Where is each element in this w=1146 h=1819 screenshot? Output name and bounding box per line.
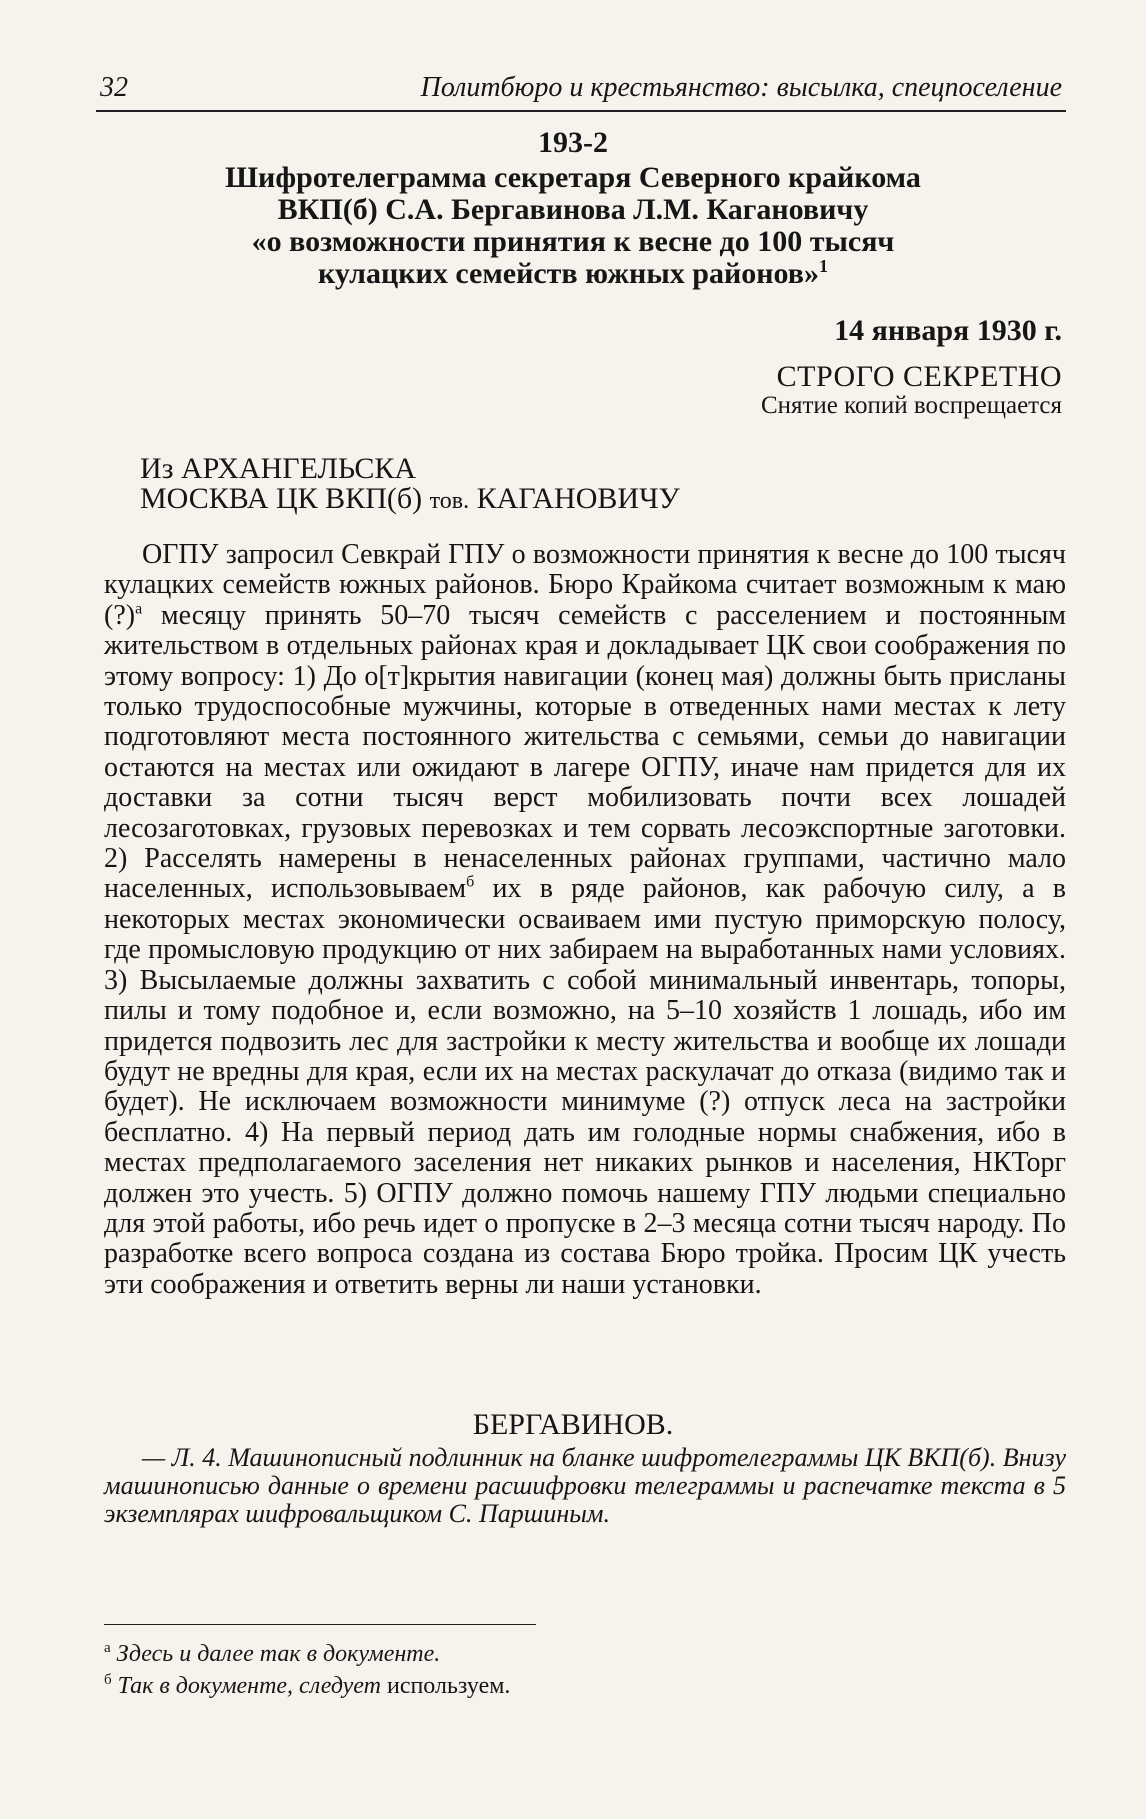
footnote-a bbox=[104, 1640, 440, 1668]
title-line: Шифротелеграмма секретаря Северного крайкома bbox=[225, 161, 921, 194]
footnote-mark: а bbox=[104, 1640, 111, 1656]
document-title bbox=[130, 162, 1016, 290]
title-line bbox=[130, 258, 1016, 290]
footnote-divider bbox=[104, 1624, 536, 1625]
recipient-org: МОСКВА ЦК ВКП(б) bbox=[140, 482, 423, 515]
footnote-b bbox=[104, 1672, 510, 1700]
title-line: ВКП(б) С.А. Бергавинова Л.М. Кагановичу bbox=[277, 193, 869, 226]
footnote-ref-b: б bbox=[466, 874, 475, 892]
recipient-line bbox=[140, 482, 680, 516]
body-part-2: месяцу принять 50–70 тысяч семейств с расселением и постоянным жительством в отдельных районах края и докладывает ЦК свои соображения по этому вопросу: 1) До о[т]крытия навигации (конец мая) должны быть присланы только трудоспособные мужчины, которые в отведенных нами местах к лету подготовляют места постоянного жительства с семьями, семьи до навигации остаются на местах или ожидают в лагере ОГПУ, иначе нам придется для их доставки за сотни тысяч верст мобилизовать почти всех лошадей лесозаготовках, грузовых перевозках и тем сорвать лесоэкспортные заготовки. 2) Расселять намерены в ненаселенных районах группами, частично мало населенных, использовываем bbox=[104, 599, 1066, 905]
footnote-text-roman: используем. bbox=[386, 1673, 511, 1699]
footnote-text: Здесь и далее так в документе. bbox=[116, 1641, 441, 1667]
footnote-mark: б bbox=[104, 1672, 112, 1688]
title-line: «о возможности принятия к весне до 100 тысяч bbox=[251, 225, 895, 258]
document-date: 14 января 1930 г. bbox=[834, 314, 1062, 347]
body-part-3: их в ряде районов, как рабочую силу, а в некоторых местах экономически осваиваем ими пустую приморскую полосу, где промысловую продукцию от них забираем на выработанных нами условиях. 3) Высылаемые должны захватить с собой минимальный инвентарь, топоры, пилы и тому подобное и, если возможно, на 5–10 хозяйств 1 лошадь, ибо им придется подвозить лес для застройки к месту жительства и вообще их лошади будут не вредны для края, если их на местах раскулачат до отказа (видимо так и будет). Не исключаем возможности минимуме (?) отпуск леса на застройки бесплатно. 4) На первый период дать им голодные нормы снабжения, ибо в местах предполагаемого заселения нет никаких рынков и населения, НКТорг должен это учесть. 5) ОГПУ должно помочь нашему ГПУ людьми специально для этой работы, ибо речь идет о пропуске в 2–3 месяца сотни тысяч народу. По разработке всего вопроса создана из состава Бюро тройка. Просим ЦК учесть эти соображения и ответить верны ли наши установки. bbox=[104, 873, 1067, 1300]
running-title: Политбюро и крестьянство: высылка, спецпоселение bbox=[420, 72, 1062, 103]
document-number: 193-2 bbox=[538, 126, 608, 159]
footnote-text-italic: Так в документе, следует bbox=[117, 1673, 381, 1699]
page-number: 32 bbox=[100, 72, 128, 103]
running-header bbox=[96, 72, 1066, 112]
footnote-ref-a: а bbox=[135, 600, 143, 618]
sender-line: Из АРХАНГЕЛЬСКА bbox=[140, 452, 417, 485]
title-footnote-mark: 1 bbox=[818, 256, 828, 276]
body-part-1: ОГПУ запросил Севкрай ГПУ о возможности принятия к весне до 100 тысяч кулацких семейств южных районов. Бюро Крайкома считает возможным к маю (?) bbox=[104, 539, 1066, 631]
copy-notice: Снятие копий воспрещается bbox=[760, 392, 1062, 419]
telegram-body bbox=[104, 540, 1066, 1300]
signature: БЕРГАВИНОВ. bbox=[472, 1408, 674, 1441]
recipient-name: КАГАНОВИЧУ bbox=[476, 482, 680, 515]
archive-note: — Л. 4. Машинописный подлинник на бланке шифротелеграммы ЦК ВКП(б). Внизу машинописью данные о времени расшифровки телеграммы и распечатке текста в 5 экземплярах шифровальщиком С. Паршиным. bbox=[104, 1443, 1066, 1528]
recipient-title: тов. bbox=[429, 488, 470, 514]
title-line-text: кулацких семейств южных районов» bbox=[318, 257, 819, 290]
classification-stamp: СТРОГО СЕКРЕТНО bbox=[776, 360, 1062, 393]
